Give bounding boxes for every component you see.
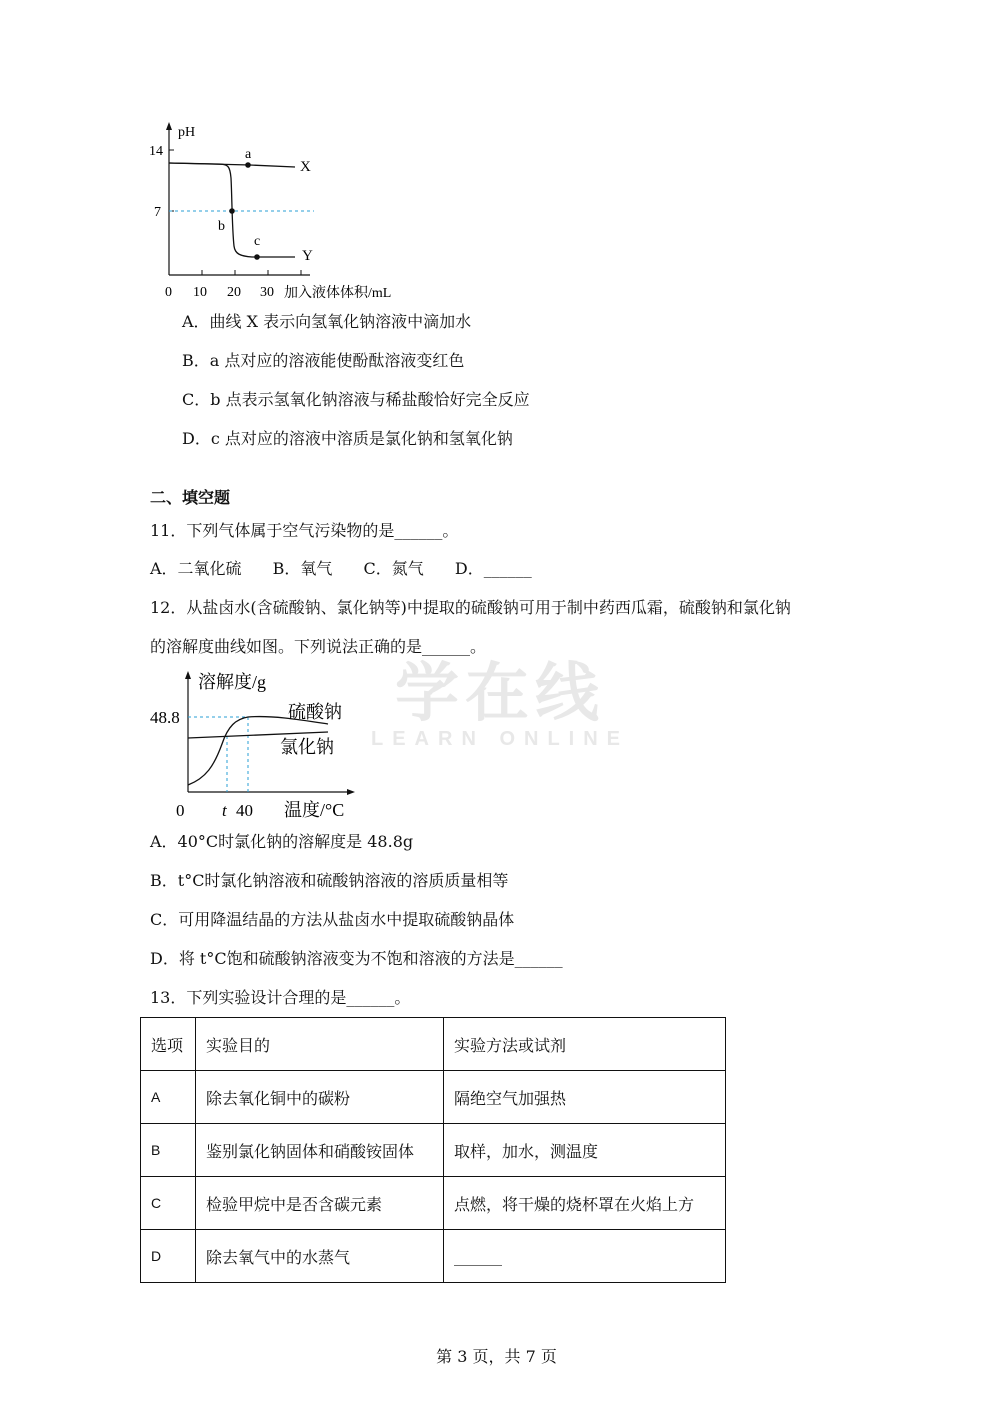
watermark-main: 学在线 <box>395 657 605 731</box>
point-a-label: a <box>245 147 252 162</box>
series-na2so4-label: 硫酸钠 <box>288 702 342 722</box>
point-b-label: b <box>218 219 225 234</box>
row-option: C <box>141 1177 196 1230</box>
page-footer: 第 3 页，共 7 页 <box>436 1347 557 1366</box>
q12-option-b: B．t°C时氯化钠溶液和硫酸钠溶液的溶质质量相等 <box>150 871 509 890</box>
header-option: 选项 <box>141 1018 196 1071</box>
q12-stem-line1: 12．从盐卤水(含硫酸钠、氯化钠等)中提取的硫酸钠可用于制中药西瓜霜，硫酸钠和氯化钠 <box>150 598 791 617</box>
x-tick-label-t: t <box>222 801 227 820</box>
table-header-row <box>141 1018 726 1071</box>
point-b <box>229 208 235 214</box>
q12-option-d: D．将 t°C饱和硫酸钠溶液变为不饱和溶液的方法是______ <box>150 949 563 968</box>
experiment-table <box>140 1017 726 1283</box>
row-purpose: 鉴别氯化钠固体和硝酸铵固体 <box>196 1124 444 1177</box>
q12-option-c: C．可用降温结晶的方法从盐卤水中提取硫酸钠晶体 <box>150 910 515 929</box>
q13-stem: 13．下列实验设计合理的是______。 <box>150 988 411 1007</box>
y-axis-label: 溶解度/g <box>198 672 267 692</box>
solubility-chart-svg <box>142 664 372 826</box>
series-y-label: Y <box>302 248 313 264</box>
watermark-logo <box>370 642 630 751</box>
point-a <box>245 162 251 168</box>
point-c <box>254 254 260 260</box>
x-tick-label-20: 20 <box>227 285 241 300</box>
solubility-chart <box>142 664 372 830</box>
row-option: A <box>141 1071 196 1124</box>
row-method: 点燃，将干燥的烧杯罩在火焰上方 <box>444 1177 726 1230</box>
q10-option-b: B．a 点对应的溶液能使酚酞溶液变红色 <box>182 351 465 370</box>
row-method: ______ <box>444 1230 726 1283</box>
q11-options <box>150 559 558 579</box>
ph-chart-svg <box>140 118 430 308</box>
row-purpose: 除去氧化铜中的碳粉 <box>196 1071 444 1124</box>
ph-chart <box>140 118 430 312</box>
point-c-label: c <box>254 234 261 249</box>
y-axis-label: pH <box>178 125 196 140</box>
row-option: B <box>141 1124 196 1177</box>
q11-option-d: D．______ <box>454 559 532 578</box>
q12-option-a: A．40°C时氯化钠的溶解度是 48.8g <box>150 832 414 851</box>
q10-option-d: D．c 点对应的溶液中溶质是氯化钠和氢氧化钠 <box>182 429 513 448</box>
y-tick-label-7: 7 <box>154 205 161 220</box>
x-tick-label-0: 0 <box>176 801 185 820</box>
x-tick-label-40: 40 <box>236 801 253 820</box>
section-title: 二、填空题 <box>150 488 231 507</box>
x-axis-label: 加入液体体积/mL <box>284 286 392 301</box>
q11-option-b: B．氧气 <box>272 559 333 578</box>
header-method: 实验方法或试剂 <box>444 1018 726 1071</box>
y-axis-arrow <box>166 122 172 130</box>
y-axis-arrow <box>185 671 191 679</box>
q11-option-c: C．氮气 <box>363 559 424 578</box>
watermark-sub: LEARN ONLINE <box>371 728 629 750</box>
table-row <box>141 1124 726 1177</box>
x-tick-label-0: 0 <box>165 285 172 300</box>
row-method: 隔绝空气加强热 <box>444 1071 726 1124</box>
series-nacl-label: 氯化钠 <box>280 737 334 757</box>
q11-stem: 11．下列气体属于空气污染物的是______。 <box>150 521 459 540</box>
q12-stem-line2: 的溶解度曲线如图。下列说法正确的是______。 <box>150 637 487 656</box>
y-tick-label-14: 14 <box>149 144 163 159</box>
table-row <box>141 1230 726 1283</box>
x-axis-arrow <box>347 789 355 795</box>
x-tick-label-10: 10 <box>193 285 207 300</box>
table-row <box>141 1071 726 1124</box>
y-tick-label: 48.8 <box>150 708 180 727</box>
x-tick-label-30: 30 <box>260 285 274 300</box>
q11-option-a: A．二氧化硫 <box>150 559 242 578</box>
q10-option-c: C．b 点表示氢氧化钠溶液与稀盐酸恰好完全反应 <box>182 390 530 409</box>
row-method: 取样，加水，测温度 <box>444 1124 726 1177</box>
series-x-label: X <box>300 159 311 175</box>
row-purpose: 检验甲烷中是否含碳元素 <box>196 1177 444 1230</box>
header-purpose: 实验目的 <box>196 1018 444 1071</box>
q10-option-a: A．曲线 X 表示向氢氧化钠溶液中滴加水 <box>182 312 472 331</box>
table-row <box>141 1177 726 1230</box>
x-axis-label: 温度/°C <box>284 800 345 820</box>
row-option: D <box>141 1230 196 1283</box>
row-purpose: 除去氧气中的水蒸气 <box>196 1230 444 1283</box>
